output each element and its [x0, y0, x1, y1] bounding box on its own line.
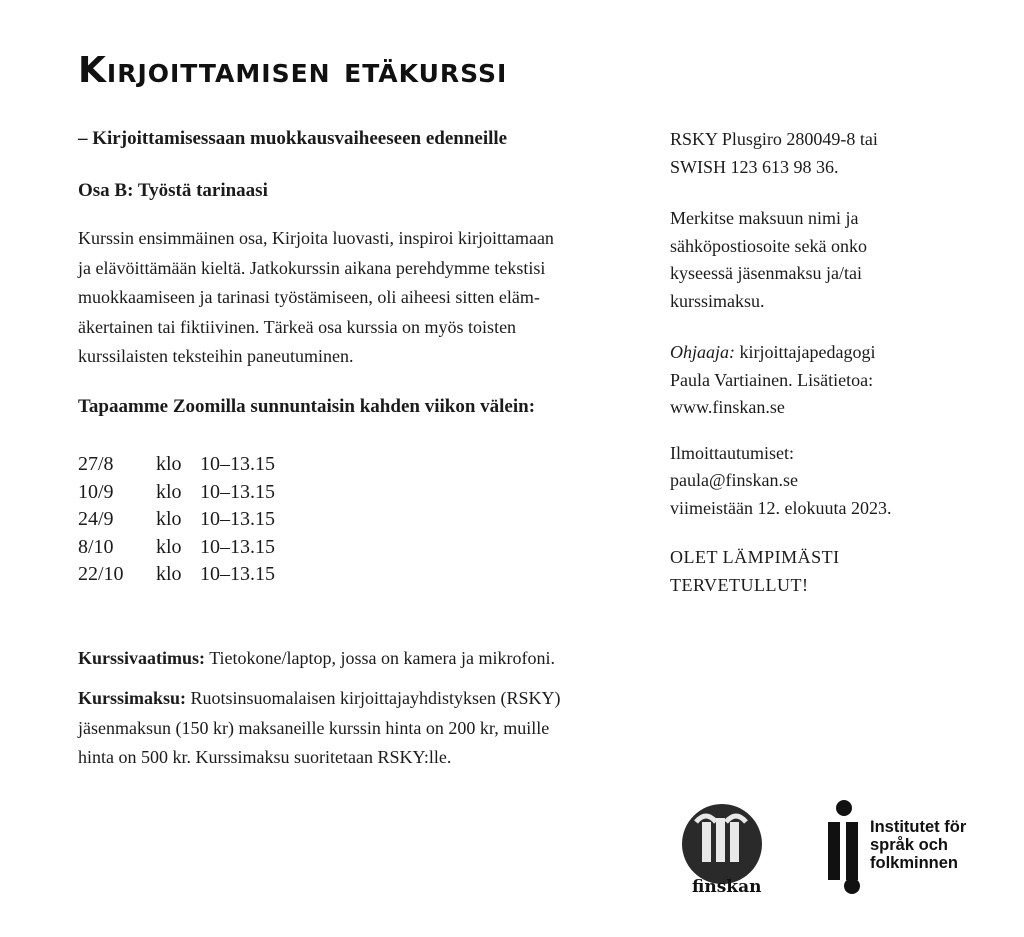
- registration-info: [670, 440, 970, 523]
- institute-name: [870, 818, 966, 872]
- fee-line: jäsenmaksun (150 kr) maksaneille kurssin hinta on 200 kr, muille: [78, 717, 550, 738]
- intro-line: ja elävöittämään kieltä. Jatkokurssin aikana perehdymme tekstisi: [78, 257, 546, 278]
- finskan-logo-graphic: [676, 800, 766, 900]
- intro-line: muokkaamiseen ja tarinasi työstämiseen, oli aiheesi sitten eläm-: [78, 287, 540, 307]
- session-date: 22/10: [78, 563, 124, 585]
- payment-note: [670, 205, 970, 315]
- registration-line: Ilmoittautumiset:: [670, 442, 794, 463]
- intro-paragraph: [78, 224, 658, 372]
- session-row: [78, 479, 275, 507]
- session-time: 10–13.15: [200, 480, 275, 503]
- page-title: Kirjoittamisen etäkurssi: [78, 50, 508, 91]
- registration-line: viimeistään 12. elokuuta 2023.: [670, 497, 892, 518]
- email-link[interactable]: paula@finskan.se: [670, 470, 799, 490]
- instructor-line: Paula Vartiainen. Lisätietoa:: [670, 369, 874, 390]
- finskan-logo: [676, 800, 766, 900]
- session-klo: klo: [156, 563, 182, 585]
- payment-line: SWISH 123 613 98 36.: [670, 156, 839, 177]
- meetings-heading: Tapaamme Zoomilla sunnuntaisin kahden viikon välein:: [78, 396, 536, 417]
- requirement-label: Kurssivaatimus:: [78, 648, 206, 668]
- institute-logo: [822, 798, 992, 898]
- instructor-info: [670, 339, 970, 422]
- note-line: sähköpostiosoite sekä onko: [670, 235, 867, 256]
- session-row: [78, 561, 275, 589]
- session-row: [78, 451, 275, 479]
- session-list: [78, 451, 275, 589]
- finskan-logo-text: finskan: [692, 877, 762, 897]
- part-heading: Osa B: Työstä tarinaasi: [78, 180, 268, 201]
- intro-line: Kurssin ensimmäinen osa, Kirjoita luovasti, inspiroi kirjoittamaan: [78, 228, 554, 248]
- fee-line: hinta on 500 kr. Kurssimaksu suoritetaan RSKY:lle.: [78, 747, 452, 767]
- session-date: 8/10: [78, 535, 114, 558]
- intro-line: äkertainen tai fiktiivinen. Tärkeä osa kurssia on myös toisten: [78, 316, 517, 337]
- session-klo: klo: [156, 535, 182, 558]
- session-row: [78, 506, 275, 534]
- session-date: 27/8: [78, 453, 114, 475]
- intro-line: kurssilaisten teksteihin paneutuminen.: [78, 346, 354, 366]
- session-klo: klo: [156, 508, 182, 530]
- institute-line: Institutet för: [870, 818, 967, 836]
- institute-logo-mark: [822, 798, 866, 898]
- welcome-line: TERVETULLUT!: [670, 574, 809, 595]
- fee-label: Kurssimaksu:: [78, 688, 187, 708]
- session-klo: klo: [156, 453, 182, 475]
- institute-line: språk och: [870, 836, 948, 854]
- session-row: [78, 534, 275, 562]
- course-requirement: [78, 648, 678, 669]
- session-date: 10/9: [78, 480, 114, 503]
- website-link[interactable]: www.finskan.se: [670, 397, 785, 417]
- requirement-text: Tietokone/laptop, jossa on kamera ja mikrofoni.: [205, 648, 555, 668]
- left-column: [78, 128, 658, 767]
- session-time: 10–13.15: [200, 563, 275, 585]
- welcome-line: OLET LÄMPIMÄSTI: [670, 547, 840, 567]
- instructor-label: Ohjaaja:: [670, 342, 735, 362]
- note-line: kurssimaksu.: [670, 290, 765, 311]
- welcome-message: [670, 544, 970, 599]
- payment-info: [670, 126, 970, 181]
- note-line: kyseessä jäsenmaksu ja/tai: [670, 263, 862, 283]
- session-klo: klo: [156, 480, 182, 503]
- institute-line: folkminnen: [870, 854, 959, 872]
- note-line: Merkitse maksuun nimi ja: [670, 208, 859, 228]
- session-time: 10–13.15: [200, 508, 275, 530]
- session-time: 10–13.15: [200, 453, 275, 475]
- right-column: [670, 126, 970, 599]
- instructor-line: kirjoittajapedagogi: [735, 342, 876, 362]
- session-date: 24/9: [78, 508, 114, 530]
- fee-line: Ruotsinsuomalaisen kirjoittajayhdistyksen (RSKY): [186, 688, 561, 708]
- session-time: 10–13.15: [200, 535, 275, 558]
- payment-line: RSKY Plusgiro 280049-8 tai: [670, 129, 878, 149]
- subtitle: – Kirjoittamisessaan muokkausvaiheeseen edenneille: [78, 128, 508, 149]
- course-fee: [78, 684, 678, 773]
